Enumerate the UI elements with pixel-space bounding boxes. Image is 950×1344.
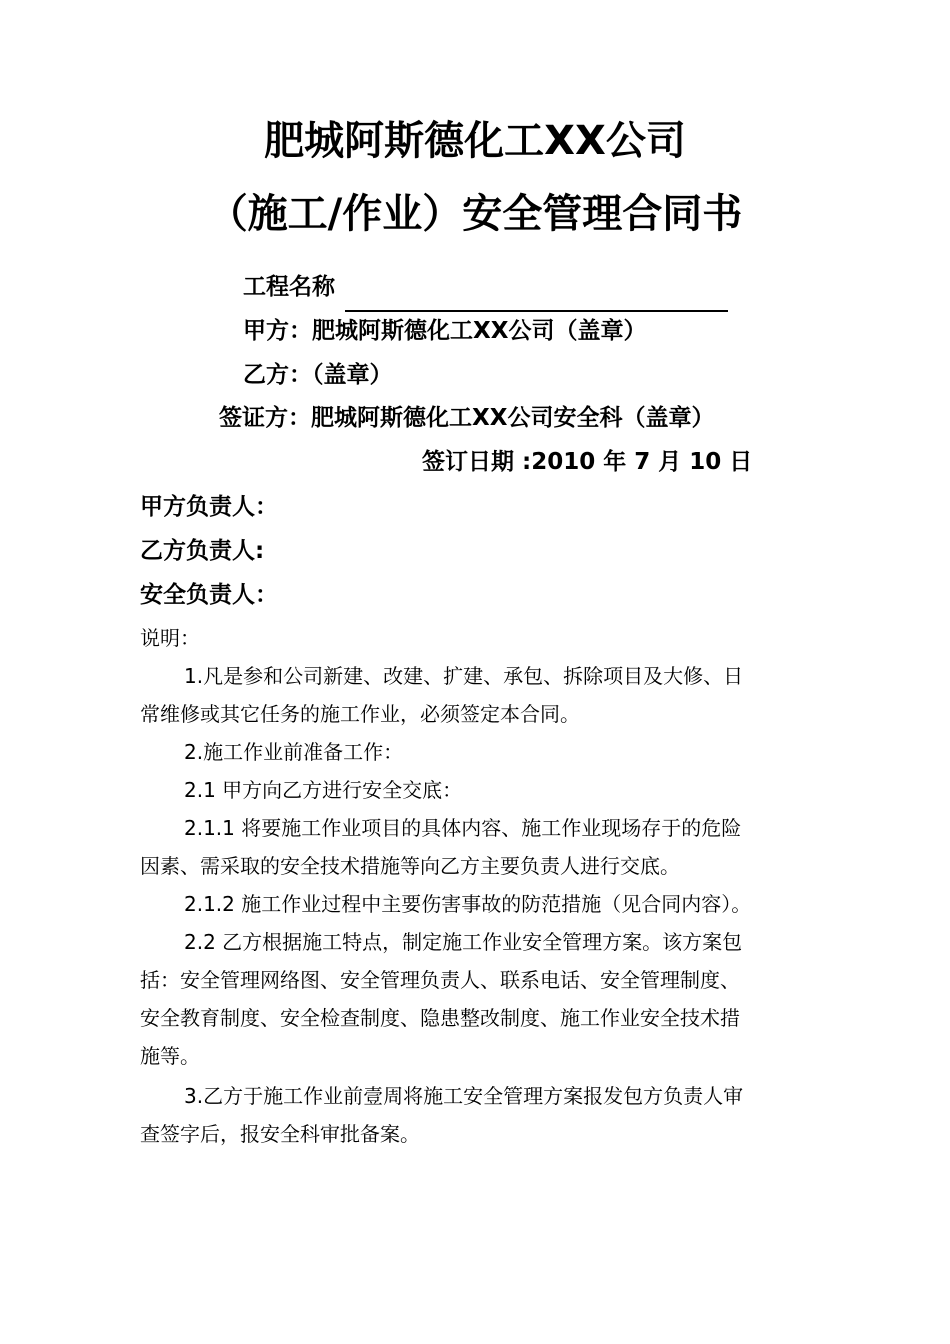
note-paragraph-1-line-1: 1.凡是参和公司新建、改建、扩建、承包、拆除项目及大修、日 — [184, 664, 744, 688]
party-b-line: 乙方：（盖章） — [243, 362, 393, 388]
notes-heading: 说明： — [140, 626, 200, 650]
project-name-underline — [345, 310, 728, 312]
party-a-line: 甲方：肥城阿斯德化工XX公司（盖章） — [243, 318, 647, 344]
witness-line: 签证方：肥城阿斯德化工XX公司安全科（盖章） — [219, 405, 715, 431]
project-name-label: 工程名称 — [243, 274, 335, 300]
note-paragraph-2-1-1 — [140, 809, 816, 885]
note-paragraph-1-line-2: 常维修或其它任务的施工作业，必须签定本合同。 — [140, 702, 580, 726]
note-paragraph-2-2 — [140, 923, 816, 1075]
sign-date-line: 签订日期 :2010 年 7 月 10 日 — [422, 449, 753, 475]
document-title-line-1: 肥城阿斯德化工XX公司 — [264, 118, 686, 164]
note-paragraph-2-1-2 — [140, 885, 816, 923]
document-title-line-2: （施工/作业）安全管理合同书 — [207, 191, 743, 237]
note-paragraph-2-line-1: 2.施工作业前准备工作： — [184, 740, 404, 764]
note-paragraph-2-2-line-4: 施等。 — [140, 1044, 200, 1068]
note-paragraph-2-2-line-2: 括：安全管理网络图、安全管理负责人、联系电话、安全管理制度、 — [140, 968, 740, 992]
note-paragraph-2-1-2-line-1: 2.1.2 施工作业过程中主要伤害事故的防范措施（见合同内容）。 — [184, 892, 752, 916]
party-a-responsible: 甲方负责人： — [140, 494, 278, 520]
note-paragraph-2-2-line-3: 安全教育制度、安全检查制度、隐患整改制度、施工作业安全技术措 — [140, 1006, 740, 1030]
note-paragraph-2-2-line-1: 2.2 乙方根据施工特点，制定施工作业安全管理方案。该方案包 — [184, 930, 743, 954]
note-paragraph-2 — [140, 733, 816, 771]
note-paragraph-3-line-1: 3.乙方于施工作业前壹周将施工安全管理方案报发包方负责人审 — [184, 1084, 744, 1108]
party-b-responsible: 乙方负责人: — [140, 538, 265, 564]
note-paragraph-1 — [140, 657, 816, 733]
note-paragraph-2-1 — [140, 771, 816, 809]
note-paragraph-3-line-2: 查签字后，报安全科审批备案。 — [140, 1122, 420, 1146]
note-paragraph-2-1-line-1: 2.1 甲方向乙方进行安全交底： — [184, 778, 463, 802]
note-paragraph-3 — [140, 1077, 816, 1153]
safety-responsible: 安全负责人： — [140, 582, 278, 608]
note-paragraph-2-1-1-line-1: 2.1.1 将要施工作业项目的具体内容、施工作业现场存于的危险 — [184, 816, 742, 840]
note-paragraph-2-1-1-line-2: 因素、需采取的安全技术措施等向乙方主要负责人进行交底。 — [140, 854, 680, 878]
